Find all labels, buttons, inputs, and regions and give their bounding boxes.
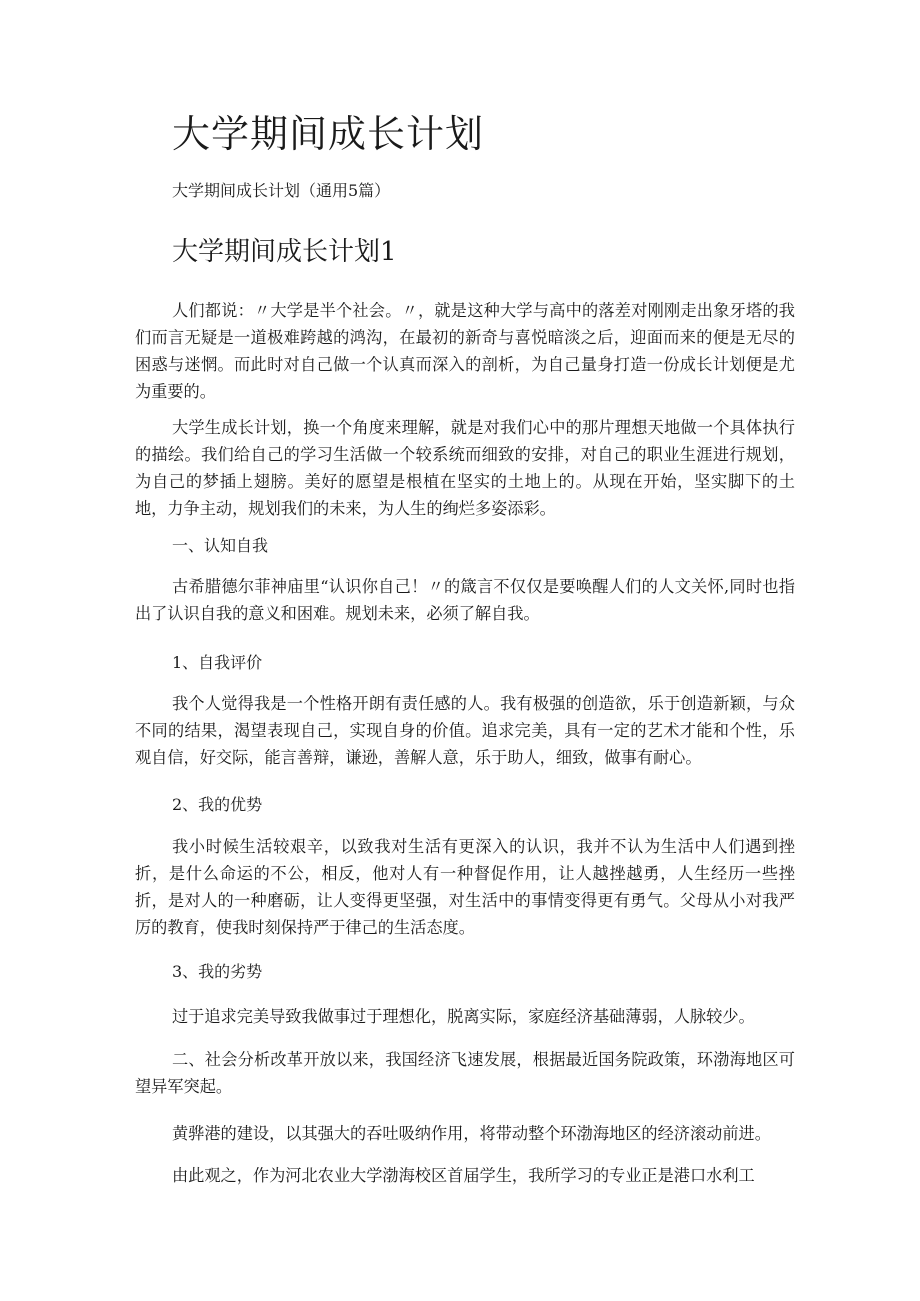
paragraph-weaknesses: 过于追求完美导致我做事过于理想化，脱离实际，家庭经济基础薄弱，人脉较少。 [172,1007,755,1026]
paragraph-self-evaluation: 我个人觉得我是一个性格开朗有责任感的人。我有极强的创造欲，乐于创造新颖，与众不同的结果，渴望表现自己，实现自身的价值。追求完美，具有一定的艺术才能和个性，乐观自信，好交际，能言善辩，谦逊，善解人意，乐于助人，细致，做事有耐心。 [135,694,795,767]
document-subtitle: 大学期间成长计划（通用5篇） [172,181,391,200]
paragraph-strengths: 我小时候生活较艰辛，以致我对生活有更深入的认识，我并不认为生活中人们遇到挫折，是什么命运的不公，相反，他对人有一种督促作用，让人越挫越勇，人生经历一些挫折，是对人的一种磨砺，让人变得更坚强，对生活中的事情变得更有勇气。父母从小对我严厉的教育，使我时刻保持严于律己的生活态度。 [135,837,795,937]
section-heading: 大学期间成长计划1 [172,237,397,267]
heading-weaknesses: 3、我的劣势 [172,962,263,981]
heading-self-awareness: 一、认知自我 [172,536,269,555]
paragraph-intro: 人们都说：〃大学是半个社会。〃，就是这种大学与高中的落差对刚刚走出象牙塔的我们而言无疑是一道极难跨越的鸿沟，在最初的新奇与喜悦暗淡之后，迎面而来的便是无尽的困惑与迷惘。而此时对自己做一个认真而深入的剖析，为自己量身打造一份成长计划便是尤为重要的。 [135,301,795,401]
heading-self-evaluation: 1、自我评价 [172,653,263,672]
heading-strengths: 2、我的优势 [172,795,263,814]
paragraph-plan-meaning: 大学生成长计划，换一个角度来理解，就是对我们心中的那片理想天地做一个具体执行的描绘。我们给自己的学习生活做一个较系统而细致的安排，对自己的职业生涯进行规划，为自己的梦插上翅膀。美好的愿望是根植在坚实的土地上的。从现在开始，坚实脚下的土地，力争主动，规划我们的未来，为人生的绚烂多姿添彩。 [135,418,795,518]
paragraph-port-construction: 黄骅港的建设，以其强大的吞吐吸纳作用，将带动整个环渤海地区的经济滚动前进。 [172,1124,771,1143]
paragraph-social-analysis: 二、社会分析改革开放以来，我国经济飞速发展，根据最近国务院政策，环渤海地区可望异军突起。 [135,1050,795,1096]
document-title: 大学期间成长计划 [172,112,485,156]
paragraph-know-yourself: 古希腊德尔菲神庙里“认识你自己！〃的箴言不仅仅是要唤醒人们的人文关怀,同时也指出了认识自我的意义和困难。规划未来，必须了解自我。 [135,577,795,623]
paragraph-conclusion: 由此观之，作为河北农业大学渤海校区首届学生，我所学习的专业正是港口水利工 [172,1166,755,1185]
